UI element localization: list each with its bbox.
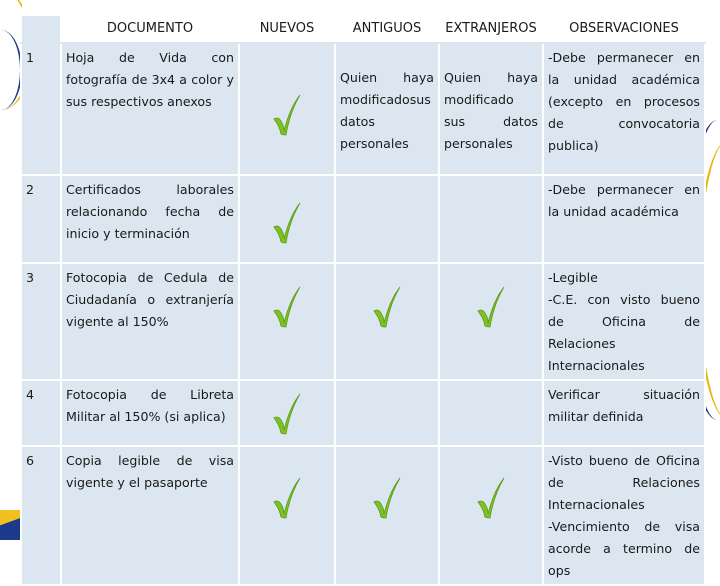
row-nuevos	[239, 175, 335, 263]
row-number: 3	[21, 263, 61, 380]
green-checkmark-icon	[272, 476, 302, 520]
table-row	[21, 446, 705, 585]
table-row	[21, 175, 705, 263]
green-checkmark-icon	[372, 476, 402, 520]
header-antiguos: ANTIGUOS	[335, 15, 439, 43]
row-documento: Certificados laborales relacionando fecha de inicio y terminación	[61, 175, 239, 263]
row-nuevos	[239, 43, 335, 175]
row-observaciones: -Visto bueno de Oficina de Relaciones Internacionales -Vencimiento de visa acorde a termino de ops	[543, 446, 705, 585]
table-row	[21, 43, 705, 175]
row-antiguos	[335, 175, 439, 263]
row-documento: Fotocopia de Cedula de Ciudadanía o extranjería vigente al 150%	[61, 263, 239, 380]
green-checkmark-icon	[272, 201, 302, 245]
row-extranjeros	[439, 263, 543, 380]
requirements-table	[20, 14, 706, 586]
row-documento: Hoja de Vida con fotografía de 3x4 a color y sus respectivos anexos	[61, 43, 239, 175]
header-observaciones: OBSERVACIONES	[543, 15, 705, 43]
green-checkmark-icon	[272, 93, 302, 137]
row-number: 6	[21, 446, 61, 585]
row-number: 2	[21, 175, 61, 263]
row-documento: Copia legible de visa vigente y el pasaporte	[61, 446, 239, 585]
table-header-row	[21, 15, 705, 43]
header-documento: DOCUMENTO	[61, 15, 239, 43]
row-nuevos	[239, 263, 335, 380]
row-number: 1	[21, 43, 61, 175]
row-observaciones: -Debe permanecer en la unidad académica (excepto en procesos de convocatoria publica)	[543, 43, 705, 175]
row-antiguos-text: Quien haya modificadosus datos personales	[340, 70, 434, 151]
decorative-left-edge	[0, 0, 22, 540]
row-observaciones: -Legible -C.E. con visto bueno de Oficina de Relaciones Internacionales	[543, 263, 705, 380]
row-antiguos	[335, 446, 439, 585]
green-checkmark-icon	[272, 285, 302, 329]
header-nuevos: NUEVOS	[239, 15, 335, 43]
header-number	[21, 15, 61, 43]
row-nuevos	[239, 446, 335, 585]
row-number: 4	[21, 380, 61, 446]
row-documento: Fotocopia de Libreta Militar al 150% (si aplica)	[61, 380, 239, 446]
row-antiguos	[335, 263, 439, 380]
row-observaciones: -Debe permanecer en la unidad académica	[543, 175, 705, 263]
green-checkmark-icon	[476, 476, 506, 520]
green-checkmark-icon	[272, 392, 302, 436]
row-nuevos	[239, 380, 335, 446]
row-extranjeros	[439, 380, 543, 446]
header-extranjeros: EXTRANJEROS	[439, 15, 543, 43]
row-antiguos	[335, 380, 439, 446]
green-checkmark-icon	[476, 285, 506, 329]
row-extranjeros	[439, 175, 543, 263]
row-observaciones: Verificar situación militar definida	[543, 380, 705, 446]
table-row	[21, 263, 705, 380]
green-checkmark-icon	[372, 285, 402, 329]
row-extranjeros	[439, 43, 543, 175]
row-antiguos	[335, 43, 439, 175]
row-extranjeros	[439, 446, 543, 585]
row-extranjeros-text: Quien haya modificado sus datos personales	[444, 70, 538, 151]
table-row	[21, 380, 705, 446]
